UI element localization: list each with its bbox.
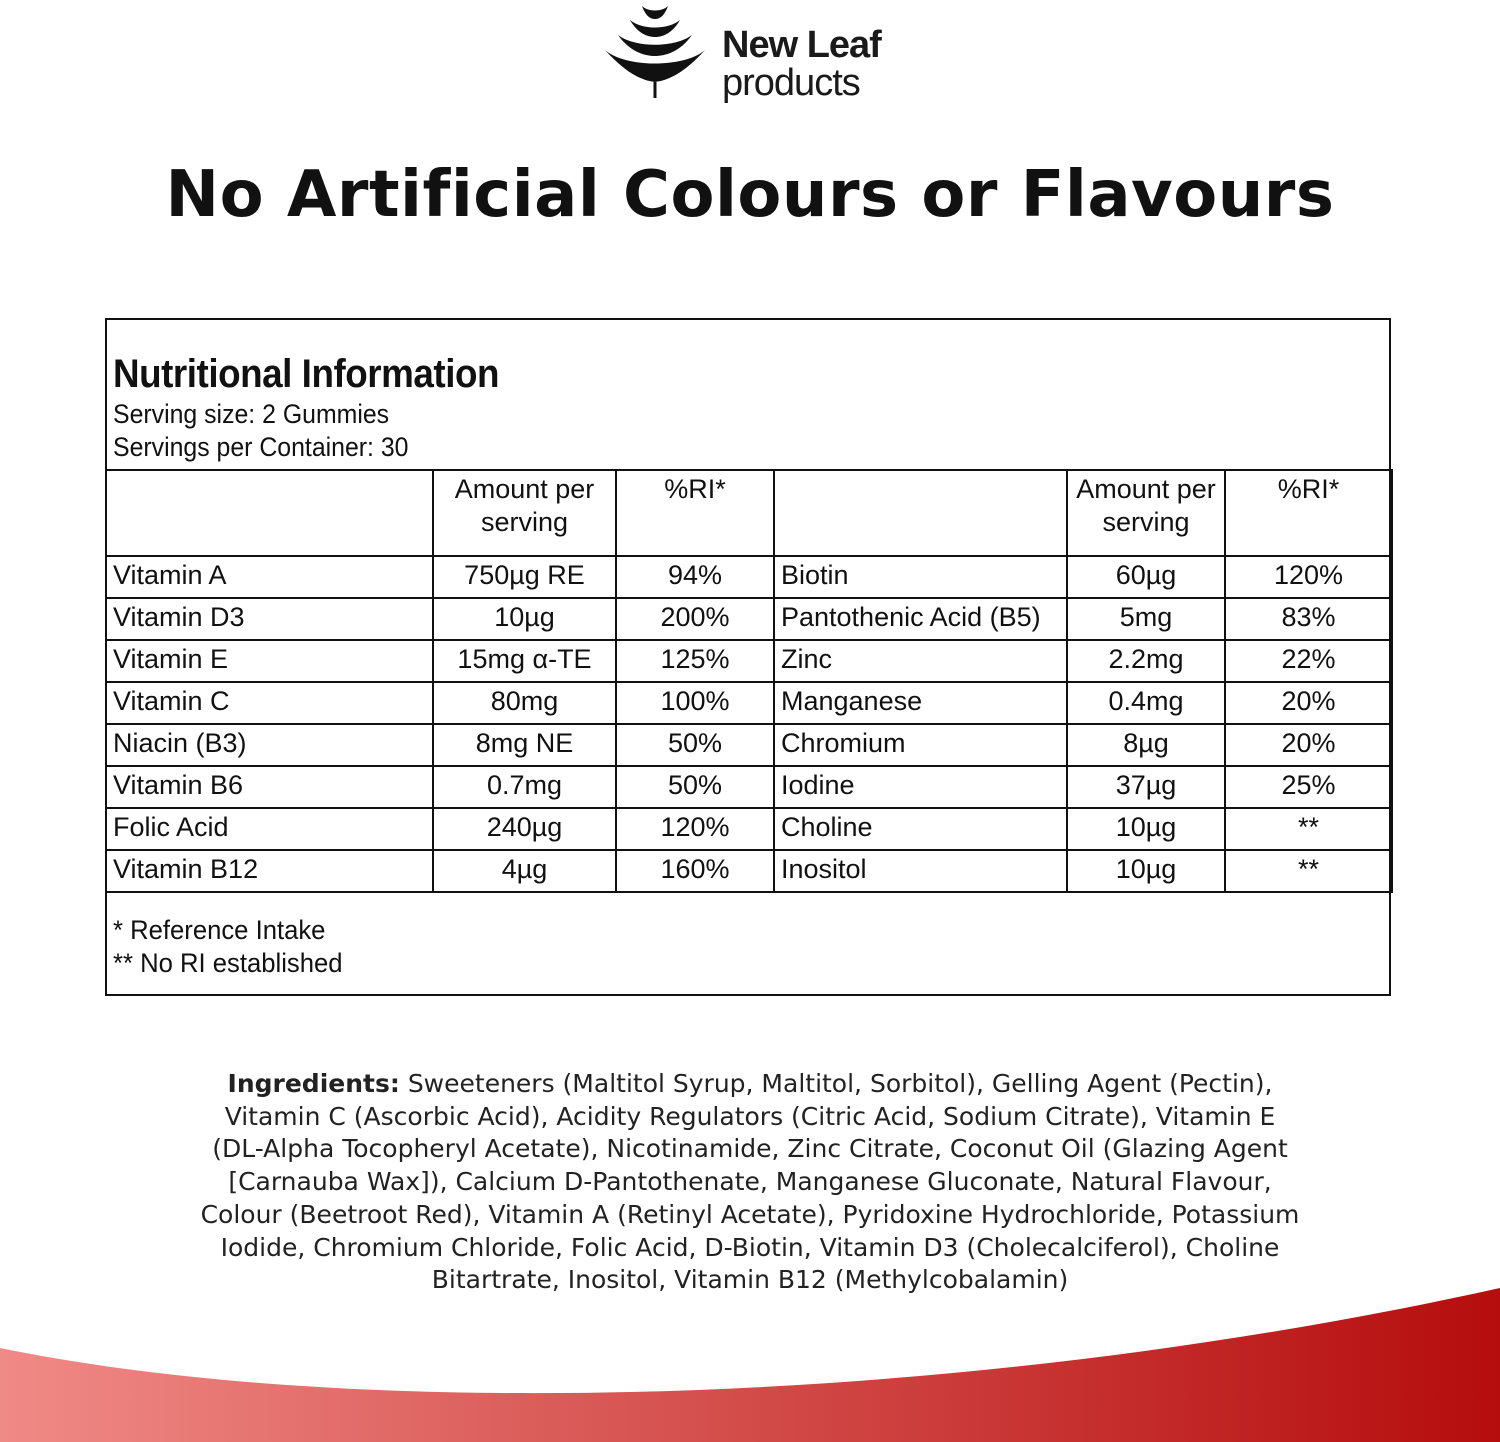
nutrient-ri: 125% [616, 640, 774, 682]
nutrient-name: Biotin [774, 556, 1067, 598]
nutrient-ri: 120% [616, 808, 774, 850]
footnotes [113, 914, 355, 980]
nutrient-amount: 60µg [1067, 556, 1225, 598]
table-row [106, 556, 1392, 598]
nutrient-ri: 83% [1225, 598, 1392, 640]
header-ri-right: %RI* [1225, 470, 1392, 556]
nutrient-amount: 4µg [433, 850, 616, 892]
nutrient-name: Zinc [774, 640, 1067, 682]
nutrient-ri: 50% [616, 766, 774, 808]
nutrient-amount: 15mg α-TE [433, 640, 616, 682]
ingredients-block [200, 1068, 1300, 1297]
nutrient-ri: 160% [616, 850, 774, 892]
nutrient-ri: 50% [616, 724, 774, 766]
nutrient-name: Vitamin C [106, 682, 433, 724]
table-row [106, 682, 1392, 724]
header-amount-line2: serving [1102, 507, 1190, 537]
swoosh-shape [0, 1288, 1500, 1442]
nutrient-name: Vitamin B12 [106, 850, 433, 892]
nutrition-title: Nutritional Information [113, 352, 500, 396]
nutrient-ri: 100% [616, 682, 774, 724]
header-amount-line1: Amount per [454, 474, 595, 504]
nutrient-name: Inositol [774, 850, 1067, 892]
nutrient-amount: 10µg [1067, 808, 1225, 850]
nutrient-amount: 8µg [1067, 724, 1225, 766]
header-amount-right [1067, 470, 1225, 556]
nutrition-table-body [106, 556, 1392, 892]
nutrient-amount: 2.2mg [1067, 640, 1225, 682]
nutrient-amount: 240µg [433, 808, 616, 850]
nutrient-amount: 0.4mg [1067, 682, 1225, 724]
nutrient-ri: ** [1225, 850, 1392, 892]
nutrient-amount: 10µg [433, 598, 616, 640]
nutrient-name: Manganese [774, 682, 1067, 724]
nutrient-name: Pantothenic Acid (B5) [774, 598, 1067, 640]
nutrient-name: Vitamin A [106, 556, 433, 598]
header-ri-left: %RI* [616, 470, 774, 556]
nutrient-ri: ** [1225, 808, 1392, 850]
brand-subtitle: products [722, 62, 860, 104]
footnote-no-ri: ** No RI established [113, 948, 343, 978]
nutrient-ri: 94% [616, 556, 774, 598]
table-row [106, 808, 1392, 850]
nutrient-ri: 25% [1225, 766, 1392, 808]
nutrient-amount: 37µg [1067, 766, 1225, 808]
nutrient-name: Niacin (B3) [106, 724, 433, 766]
nutrient-name: Vitamin B6 [106, 766, 433, 808]
nutrient-amount: 5mg [1067, 598, 1225, 640]
table-row [106, 640, 1392, 682]
serving-size: Serving size: 2 Gummies [113, 399, 390, 429]
header-amount-line2: serving [480, 507, 569, 537]
nutrient-ri: 20% [1225, 682, 1392, 724]
nutrient-name: Chromium [774, 724, 1067, 766]
ingredients-label: Ingredients: [227, 1069, 400, 1098]
nutrient-name: Vitamin E [106, 640, 433, 682]
headline: No Artificial Colours or Flavours [165, 158, 1335, 232]
table-row [106, 598, 1392, 640]
nutrient-amount: 10µg [1067, 850, 1225, 892]
table-row [106, 766, 1392, 808]
nutrient-name: Vitamin D3 [106, 598, 433, 640]
nutrient-name: Folic Acid [106, 808, 433, 850]
nutrient-amount: 0.7mg [433, 766, 616, 808]
nutrient-ri: 20% [1225, 724, 1392, 766]
nutrition-header [113, 350, 533, 464]
brand-logo [600, 0, 920, 105]
ingredients-text: Sweeteners (Maltitol Syrup, Maltitol, Sorbitol), Gelling Agent (Pectin), Vitamin C (Ascorbic Acid), Acidity Regulators (Citric Acid, Sodium Citrate), Vitamin E (DL-Alpha Tocopheryl Acetate), Nicotinamide, Zinc Citrate, Coconut Oil (Glazing Agent [Carnauba Wax]), Calcium D-Pantothenate, Manganese Gluconate, Natural Flavour, Colour (Beetroot Red), Vitamin A (Retinyl Acetate), Pyridoxine Hydrochloride, Potassium Iodide, Chromium Chloride, Folic Acid, D-Biotin, Vitamin D3 (Cholecalciferol), Choline Bitartrate, Inositol, Vitamin B12 (Methylcobalamin) [200, 1069, 1300, 1295]
table-row [106, 724, 1392, 766]
header-amount-line1: Amount per [1076, 474, 1216, 504]
footnote-reference-intake: * Reference Intake [113, 915, 326, 945]
nutrient-amount: 80mg [433, 682, 616, 724]
header-blank-right [774, 470, 1067, 556]
nutrition-panel [105, 318, 1391, 996]
brand-name: New Leaf [722, 24, 881, 66]
nutrition-table [105, 469, 1393, 893]
servings-per-container: Servings per Container: 30 [113, 432, 409, 462]
leaf-tree-logo-icon [600, 0, 710, 100]
nutrient-amount: 8mg NE [433, 724, 616, 766]
nutrient-ri: 22% [1225, 640, 1392, 682]
red-swoosh-decoration [0, 1270, 1500, 1442]
header-amount-left [433, 470, 616, 556]
header-blank-left [106, 470, 433, 556]
nutrient-ri: 120% [1225, 556, 1392, 598]
table-row [106, 850, 1392, 892]
nutrient-name: Choline [774, 808, 1067, 850]
table-header-row [106, 470, 1392, 556]
nutrient-name: Iodine [774, 766, 1067, 808]
nutrient-ri: 200% [616, 598, 774, 640]
nutrient-amount: 750µg RE [433, 556, 616, 598]
